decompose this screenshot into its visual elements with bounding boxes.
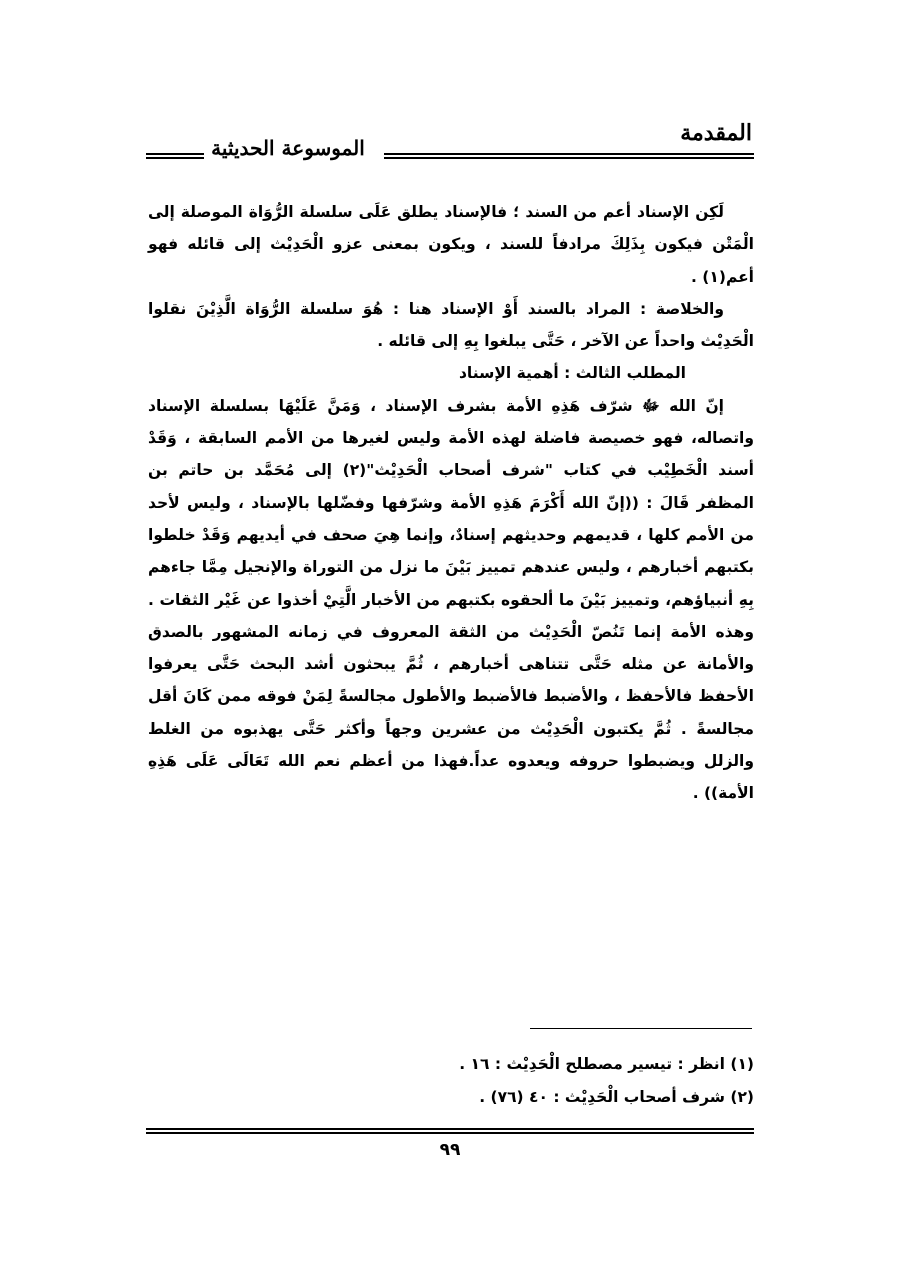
body-text [148,196,754,810]
paragraph-summary: والخلاصة : المراد بالسند أَوْ الإسناد هنا : هُوَ سلسلة الرُّوَاة الَّذِيْنَ نقلوا الْحَدِيْث واحداً عن الآخر ، حَتَّى يبلغوا بِهِ إلى قائله . [148,299,754,351]
page-number: ٩٩ [439,1140,461,1160]
book-title: الموسوعة الحديثية [211,136,365,160]
header-rule-right [384,153,754,159]
header-rule-left [146,153,204,159]
paragraph-importance: إنّ الله ﷻ شرّف هَذِهِ الأمة بشرف الإسناد ، وَمَنَّ عَلَيْهَا بسلسلة الإسناد واتصاله، فهو خصيصة فاضلة لهذه الأمة وليس لغيرها من الأمم السابقة ، وَقَدْ أسند الْخَطِيْب في كتاب "شرف أصحاب الْحَدِيْث"(٢) إلى مُحَمَّد بن حاتم بن المظفر قَالَ : ((إنّ الله أَكْرَمَ هَذِهِ الأمة وشرّفها وفضّلها بالإسناد ، وليس لأحد من الأمم كلها ، قديمهم وحديثهم إسنادٌ، وإنما هِيَ صحف في أيديهم وَقَدْ خلطوا بكتبهم أخبارهم ، وليس عندهم تمييز بَيْنَ ما نزل من التوراة والإنجيل مِمَّا جاءهم بِهِ أنبياؤهم، وتمييز بَيْنَ ما ألحقوه بكتبهم من الأخبار الَّتِيْ أخذوا عن غَيْر الثقات . وهذه الأمة إنما تَنُصّ الْحَدِيْث من الثقة المعروف في زمانه المشهور بالصدق والأمانة عن مثله حَتَّى تتناهى أخبارهم ، ثُمَّ يبحثون أشد البحث حَتَّى يعرفوا الأحفظ فالأحفظ ، والأضبط فالأضبط والأطول مجالسةً لِمَنْ فوقه ممن كَانَ أقل مجالسةً . ثُمَّ يكتبون الْحَدِيْث من عشرين وجهاً وأكثر حَتَّى يهذبوه من الغلط والزلل ويضبطوا حروفه ويعدوه عداً.فهذا من أعظم نعم الله تَعَالَى عَلَى هَذِهِ الأمة)) . [148,396,754,803]
footnote-separator [530,1028,752,1029]
paragraph-isnad-definition: لَكِن الإسناد أعم من السند ؛ فالإسناد يطلق عَلَى سلسلة الرُّوَاة الموصلة إلى الْمَتْن فيكون بِذَلِكَ مرادفاً للسند ، ويكون بمعنى عزو الْحَدِيْث إلى قائله فهو أعم(١) . [148,203,754,286]
section-heading: المطلب الثالث : أهمية الإسناد [458,364,686,383]
footnote-2: (٢) شرف أصحاب الْحَدِيْث : ٤٠ (٧٦) . [479,1088,754,1106]
footnote-1: (١) انظر : تيسير مصطلح الْحَدِيْث : ١٦ . [459,1055,754,1073]
footer-rule [146,1128,754,1134]
chapter-title: المقدمة [680,120,752,146]
footnotes [148,1048,754,1114]
